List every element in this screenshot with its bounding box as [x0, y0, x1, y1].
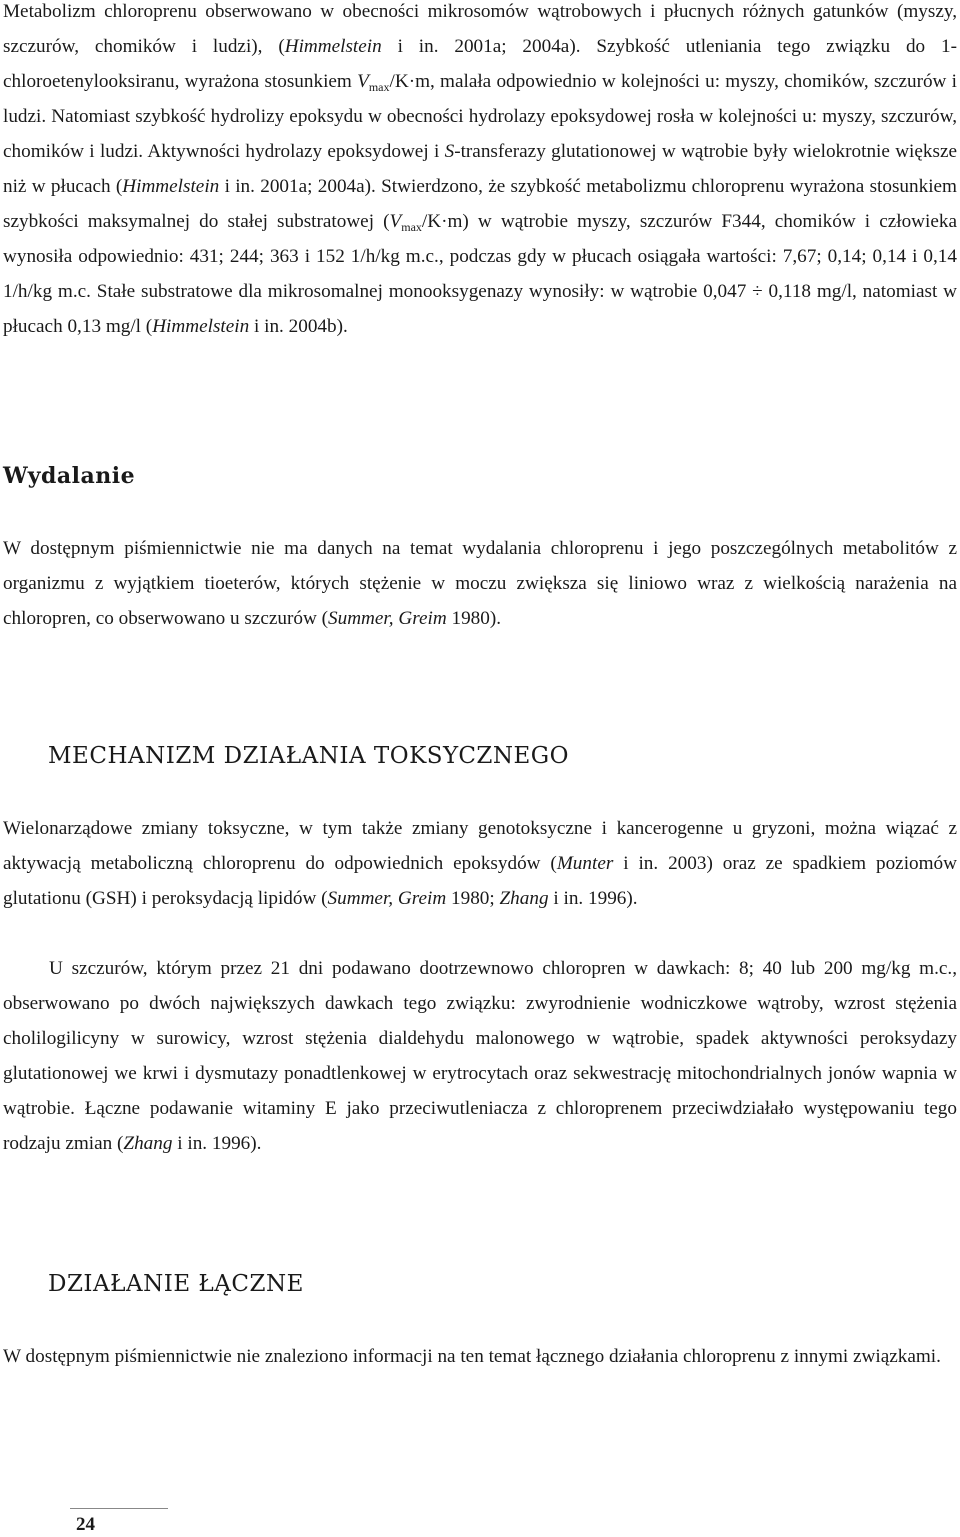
- paragraph-mechanism-2: [3, 951, 957, 1161]
- citation-author: Summer, Greim: [327, 888, 447, 909]
- text-run: i in. 2001a; 2004a). Szybkość utleniania tego związku do 1-chloroetenylooksiranu, wyrażona stosunkiem: [3, 36, 957, 92]
- section-heading-wydalanie: Wydalanie: [3, 463, 136, 489]
- vmax-symbol: V: [389, 211, 402, 232]
- footer-divider: [70, 1508, 168, 1509]
- text-run: 1980;: [446, 888, 500, 909]
- vmax-subscript: max: [368, 80, 390, 94]
- paragraph-metabolism: [3, 0, 957, 344]
- citation-author: Zhang: [123, 1133, 173, 1154]
- citation-author: Summer, Greim: [328, 608, 447, 629]
- citation-author: Himmelstein: [284, 36, 382, 57]
- paragraph-excretion: [3, 531, 957, 636]
- citation-author: Himmelstein: [122, 176, 220, 197]
- vmax-subscript: max: [401, 220, 422, 234]
- text-run: i in. 1996).: [548, 888, 638, 909]
- text-run: 1980).: [446, 608, 502, 629]
- text-run: W dostępnym piśmiennictwie nie ma danych na temat wydalania chloroprenu i jego poszczególnych metabolitów z organizmu z wyjątkiem tioeterów, których stężenie w moczu zwiększa się liniowo wraz z wielkością narażenia na chloropren, co obserwowano u szczurów (: [3, 538, 957, 629]
- text-run: i in. 2003) oraz ze spadkiem poziomów glutationu (GSH) i peroksydacją lipidów (: [3, 853, 958, 909]
- citation-author: Munter: [556, 853, 614, 874]
- citation-author: Himmelstein: [152, 316, 250, 337]
- text-run: W dostępnym piśmiennictwie nie znaleziono informacji na ten temat łącznego działania chloroprenu z innymi związkami.: [3, 1346, 941, 1367]
- text-run: i in. 1996).: [172, 1133, 262, 1154]
- citation-author: Zhang: [499, 888, 549, 909]
- text-run: Wielonarządowe zmiany toksyczne, w tym także zmiany genotoksyczne i kancerogenne u gryzoni, można wiązać z aktywacją metaboliczną chloroprenu do odpowiednich epoksydów (: [3, 818, 957, 874]
- page-number: 24: [76, 1514, 95, 1535]
- paragraph-combined-action: [3, 1339, 957, 1374]
- text-run: /K·m, malała odpowiednio w kolejności u: myszy, chomików, szczurów i ludzi. Natomiast szybkość hydrolizy epoksydu w obecności hydrolazy epoksydowej rosła w kolejności u: myszy, szczurów, chomików i ludzi. Aktywności hydrolazy epoksydowej i: [3, 71, 957, 162]
- paragraph-mechanism-1: [3, 811, 957, 916]
- text-run: i in. 2001a; 2004a). Stwierdzono, że szybkość metabolizmu chloroprenu wyrażona stosunkiem szybkości maksymalnej do stałej substratowej (: [3, 176, 957, 232]
- section-heading-mechanism: MECHANIZM DZIAŁANIA TOKSYCZNEGO: [48, 743, 570, 769]
- text-run: i in. 2004b).: [249, 316, 348, 337]
- section-heading-combined-action: DZIAŁANIE ŁĄCZNE: [48, 1271, 304, 1297]
- text-run: -transferazy glutationowej w wątrobie były wielokrotnie większe niż w płucach (: [3, 141, 957, 197]
- s-transferase-prefix: S: [444, 141, 455, 162]
- text-run: Metabolizm chloroprenu obserwowano w obecności mikrosomów wątrobowych i płucnych różnych gatunków (myszy, szczurów, chomików i ludzi), (: [3, 1, 957, 57]
- vmax-symbol: V: [357, 71, 369, 92]
- text-run: U szczurów, którym przez 21 dni podawano dootrzewnowo chloropren w dawkach: 8; 40 lub 200 mg/kg m.c., obserwowano po dwóch największych dawkach tego związku: zwyrodnienie wodniczkowe wątroby, wzrost stężenia cholilogilicyny w surowicy, wzrost stężenia dialdehydu malonowego w wątrobie, spadek aktywności peroksydazy glutationowej we krwi i dysmutazy ponadtlenkowej w erytrocytach oraz sekwestrację mitochondrialnych jonów wapnia w wątrobie. Łączne podawanie witaminy E jako przeciwutleniacza z chloroprenem przeciwdziałało występowaniu tego rodzaju zmian (: [3, 958, 957, 1154]
- text-run: /K·m) w wątrobie myszy, szczurów F344, chomików i człowieka wynosiła odpowiednio: 431; 244; 363 i 152 1/h/kg m.c., podczas gdy w płucach osiągała wartości: 7,67; 0,14; 0,14 i 0,14 1/h/kg m.c. Stałe substratowe dla mikrosomalnej monooksygenazy wynosiły: w wątrobie 0,047 ÷ 0,118 mg/l, natomiast w płucach 0,13 mg/l (: [3, 211, 957, 337]
